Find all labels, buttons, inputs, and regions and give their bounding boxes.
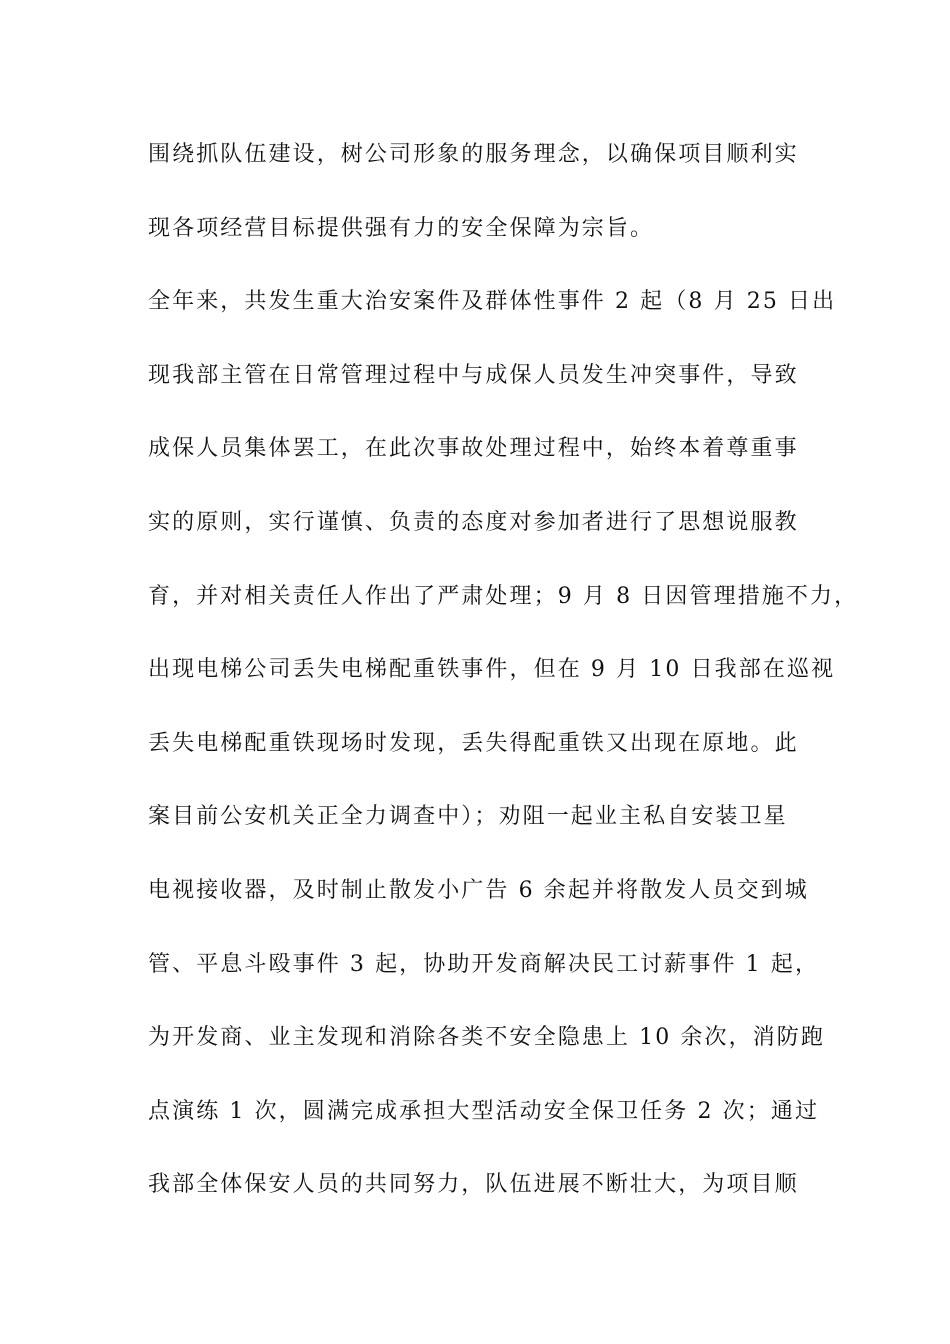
text-line: 现各项经营目标提供强有力的安全保障为宗旨。 [148, 215, 655, 241]
text-line: 电视接收器，及时制止散发小广告 6 余起并将散发人员交到城 [148, 877, 809, 903]
text-line: 现我部主管在日常管理过程中与成保人员发生冲突事件，导致 [148, 362, 799, 388]
text-line: 管、平息斗殴事件 3 起，协助开发商解决民工讨薪事件 1 起， [148, 951, 820, 977]
text-line: 全年来，共发生重大治安案件及群体性事件 2 起（8 月 25 日出 [148, 289, 837, 315]
text-line: 点演练 1 次，圆满完成承担大型活动安全保卫任务 2 次；通过 [148, 1098, 820, 1124]
text-line: 育，并对相关责任人作出了严肃处理；9 月 8 日因管理措施不力， [148, 583, 859, 609]
text-line: 成保人员集体罢工，在此次事故处理过程中，始终本着尊重事 [148, 436, 799, 462]
text-line: 为开发商、业主发现和消除各类不安全隐患上 10 余次，消防跑 [148, 1025, 825, 1051]
text-line: 丢失电梯配重铁现场时发现，丢失得配重铁又出现在原地。此 [148, 730, 799, 756]
text-line: 出现电梯公司丢失电梯配重铁事件，但在 9 月 10 日我部在巡视 [148, 657, 836, 683]
text-line: 我部全体保安人员的共同努力，队伍进展不断壮大，为项目顺 [148, 1172, 799, 1198]
body-text [148, 132, 859, 1236]
text-line: 实的原则，实行谨慎、负责的态度对参加者进行了思想说服教 [148, 509, 799, 535]
text-line: 围绕抓队伍建设，树公司形象的服务理念，以确保项目顺利实 [148, 142, 799, 167]
text-line: 案目前公安机关正全力调查中）；劝阻一起业主私自安装卫星 [148, 804, 788, 830]
